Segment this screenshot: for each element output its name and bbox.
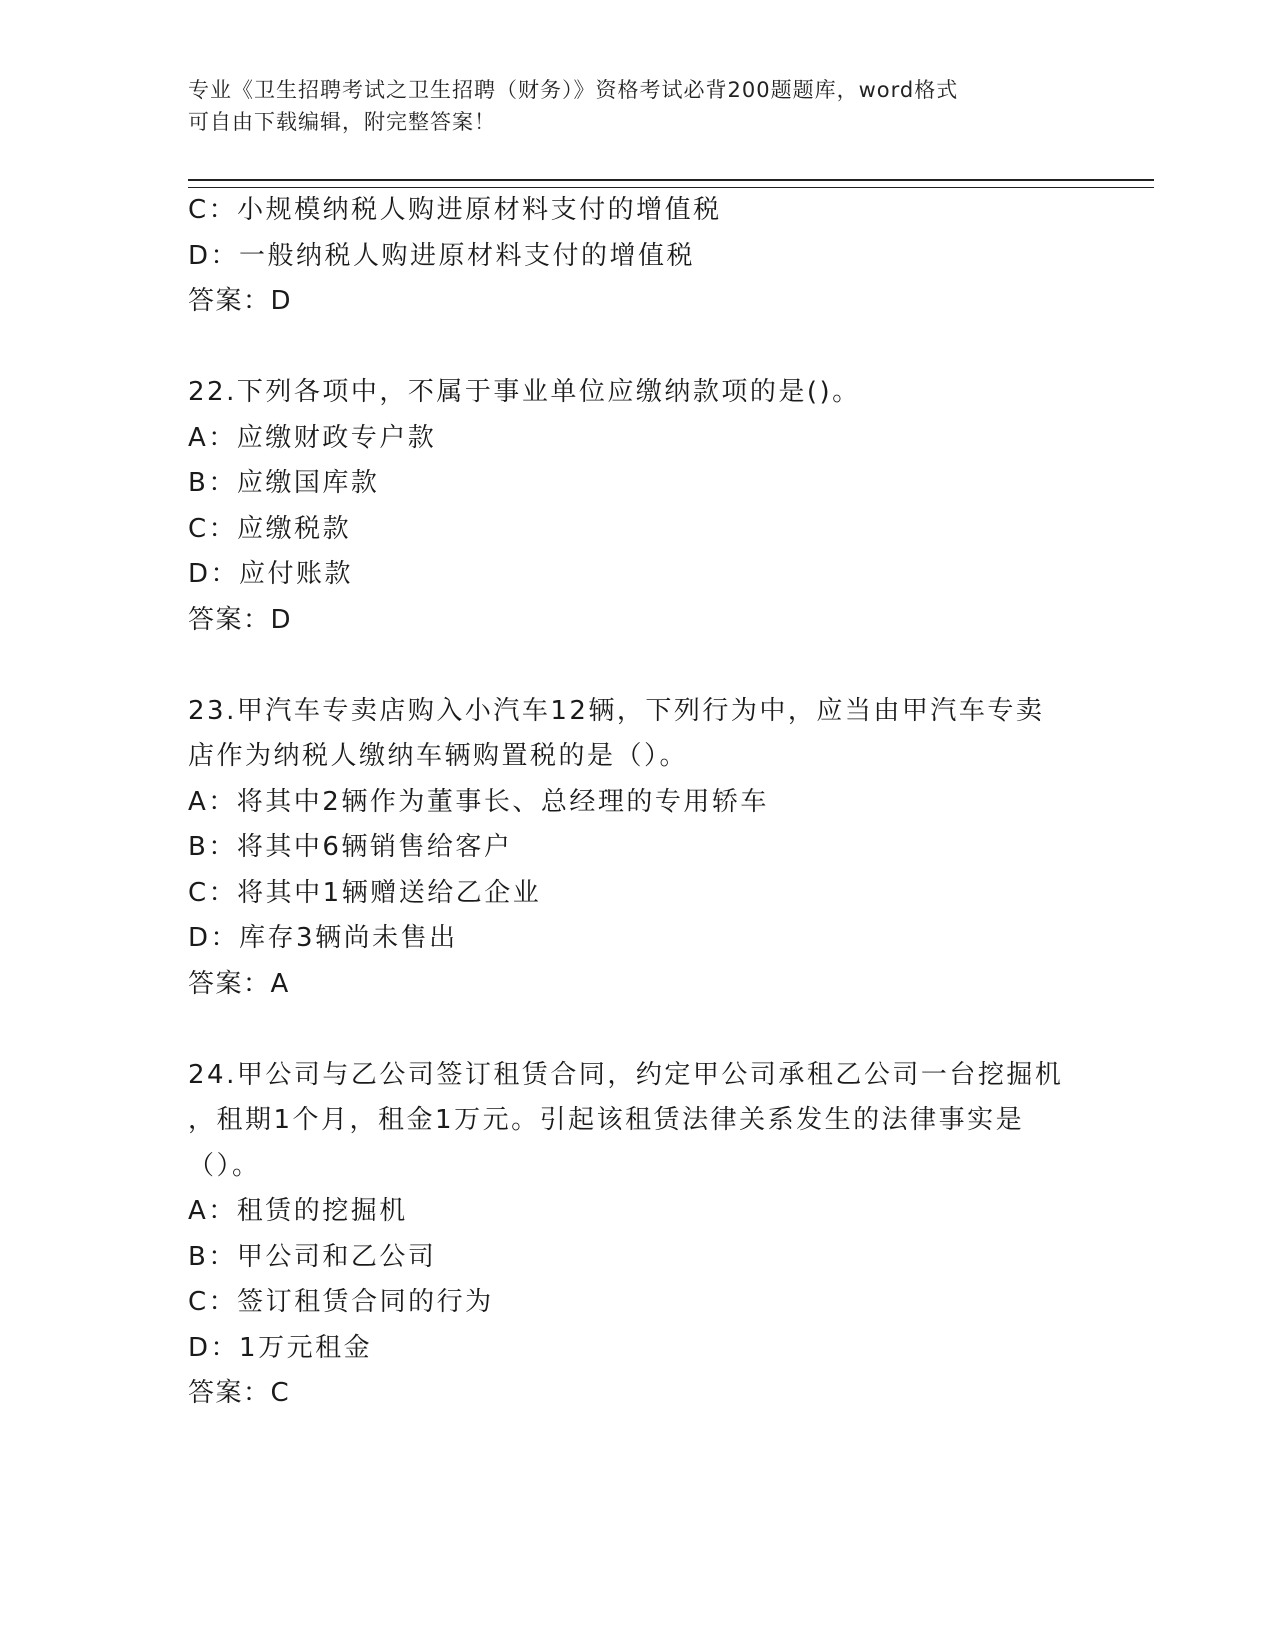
question-stem-line-2: 店作为纳税人缴纳车辆购置税的是（）。 <box>188 741 689 771</box>
document-header <box>188 74 1088 138</box>
option-a: A：应缴财政专户款 <box>188 422 437 453</box>
answer-line: 答案：D <box>188 604 293 635</box>
question-24 <box>188 1053 1148 1417</box>
question-23 <box>188 689 1148 1008</box>
question-22 <box>188 370 1148 643</box>
spacer <box>188 1007 1148 1053</box>
spacer <box>188 325 1148 371</box>
document-body <box>188 188 1148 1417</box>
option-a: A：将其中2辆作为董事长、总经理的专用轿车 <box>188 786 769 817</box>
answer-line: 答案：A <box>188 968 290 999</box>
option-c: C：应缴税款 <box>188 513 352 544</box>
question-stem: 22.下列各项中，不属于事业单位应缴纳款项的是()。 <box>188 377 861 407</box>
option-a: A：租赁的挖掘机 <box>188 1196 408 1226</box>
question-stem-line-2: ，租期1个月，租金1万元。引起该租赁法律关系发生的法律事实是 <box>188 1105 1025 1135</box>
option-c: C：将其中1辆赠送给乙企业 <box>188 877 542 908</box>
question-stem-line-1: 23.甲汽车专卖店购入小汽车12辆，下列行为中，应当由甲汽车专卖 <box>188 695 1045 726</box>
header-title-line-1: 专业《卫生招聘考试之卫生招聘（财务）》资格考试必背200题题库，word格式 <box>188 78 959 102</box>
option-d: D：库存3辆尚未售出 <box>188 923 458 953</box>
option-d: D：应付账款 <box>188 559 354 589</box>
answer-line: 答案：C <box>188 1378 291 1408</box>
header-divider <box>188 179 1154 188</box>
question-stem-line-3: （）。 <box>188 1150 261 1181</box>
answer-line: 答案：D <box>188 286 293 316</box>
question-21-continued <box>188 188 1148 325</box>
header-title-line-2: 可自由下载编辑，附完整答案！ <box>188 110 496 134</box>
option-c: C：签订租赁合同的行为 <box>188 1287 494 1317</box>
option-c: C：小规模纳税人购进原材料支付的增值税 <box>188 195 722 225</box>
option-d: D：1万元租金 <box>188 1332 373 1363</box>
option-b: B：将其中6辆销售给客户 <box>188 832 513 862</box>
question-stem-line-1: 24.甲公司与乙公司签订租赁合同，约定甲公司承租乙公司一台挖掘机 <box>188 1059 1064 1090</box>
option-d: D：一般纳税人购进原材料支付的增值税 <box>188 240 696 271</box>
spacer <box>188 643 1148 689</box>
option-b: B：应缴国库款 <box>188 468 380 498</box>
option-b: B：甲公司和乙公司 <box>188 1241 437 1272</box>
